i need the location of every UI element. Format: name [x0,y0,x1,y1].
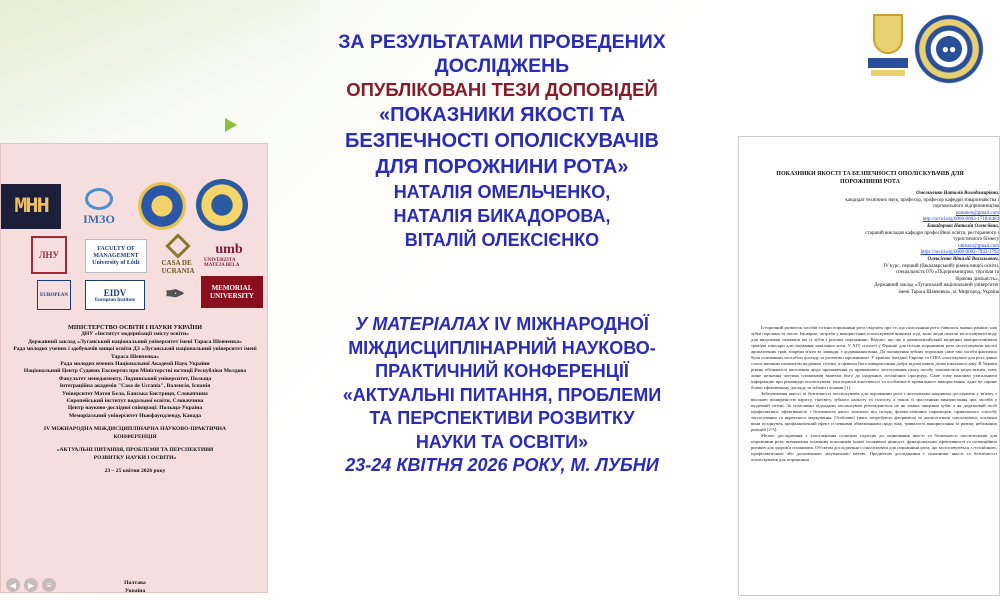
org-line: Рада молодих вчених Національної Академії Наук України [60,361,210,368]
doc-paragraph: Історичний розвиток засобів гігієни порожнини рота свідчить про те, що полоскання рота з'явилося значно раніше, ніж зубні порошки та пасти. Імовірно, потреба у використанні ополіскувачів виникла тоді, коли люди почали застосовувати воду для видалення залишків їжі із зубів і ротової порожнини. Відомо, що ще в давньокитайській медицині використовували трав'яні еліксири для лікування запальних ясен. У XIV столітті у Франції для гігієни порожнини рота застосовували настої ароматичних трав, зокрема м'яти та лаванди, з додаванням вина. До поширення зубних порошків саме такі засоби фактично були основними способом догляду за ротовою порожниною. У країнах Західної Європи та США ополіскувачі для рота давно стали звичним елементом щоденної гігієни, а правила його використання добре відомі навіть дітям шкільного віку. В Україні рівень обізнаності населення щодо призначення та правильного застосування цього засобу залишається недостатнім, тому лише незначна частина споживачів включає його до щоденних гігієнічних процедур. Саме тому важливо узагальнити інформацію про різновиди ополіскувача, їхні корисні властивості та особливості правильного використання, адже це сприяє більш ефективному догляду за зубами і яснами [1]. [751,325,997,390]
doc-author-name: Олексієнко Віталій Васильович, [927,256,999,262]
org-line: Інтеграційна академія "Casa de Ucrania", Валенсія, Іспанія [59,383,211,390]
shield-icon [873,14,903,54]
doc-author-name: Омельченко Наталія Володимирівна, [916,191,999,196]
conference-line1-prefix: У МАТЕРІАЛАХ [355,314,490,334]
erasmus-logo: EUROPEAN [37,280,71,310]
heading-line1: ЗА РЕЗУЛЬТАТАМИ ПРОВЕДЕНИХ [338,31,666,53]
doc-author-info: IV курс, перший (бакалаврський) рівень вищої освіти, [883,263,999,269]
org-line: Рада молодих учених і здобувачів вищої освіти ДЗ «Луганський національний університет імені [13,346,257,353]
memorial-logo-line2: UNIVERSITY [210,292,254,300]
org-line: Меморіальний університет Ньюфаундленду, Канада [68,412,202,419]
author-2: НАТАЛІЯ БИКАДОРОВА, [393,206,611,226]
doc-author-email[interactable]: natomen@gmail.com [955,210,999,216]
cover-organizers [7,324,263,475]
eidv-logo-text: EIDV [103,287,127,298]
doc-author-info: старший викладач кафедри професійної освіти, ресторанного і [865,230,999,236]
doc-author-info: імені Тараса Шевченка», м. Миргород, Україна [898,289,999,295]
topic-line1: «ПОКАЗНИКИ ЯКОСТІ ТА [378,104,625,126]
next-slide-icon[interactable]: ▶ [24,578,38,592]
umb-logo-text: umb [215,242,243,257]
conference-line1 [276,313,728,337]
conference-line5: ТА ПЕРСПЕКТИВИ РОЗВИТКУ [369,408,635,428]
memorial-logo-line1: MEMORIAL [211,284,253,292]
doc-author-orcid[interactable]: http://orcid.org/0000-0003-1718-8484 [922,217,999,223]
doc-author-orcid[interactable]: https://orcid.org/0000-0002-7942-1792 [920,250,999,256]
org-line: Університет Матея Бела, Банська Бистриця, Словаччина [62,390,208,397]
heading-line3: ОПУБЛІКОВАНІ ТЕЗИ ДОПОВІДЕЙ [346,79,658,100]
doc-paragraph: Метою дослідження є узагальнення сучасних підходів до оцінювання якості та безпечності ополіскувачів для порожнини рота, визначення основних показників їхньої споживчої цінності, функціональної ефективності та потенційних ризиків для здоров'я споживача. Об'єктом дослідження є ополіскувачі для порожнини рота, що застосовуються з гігієнічною, профілактичною або допоміжною лікувальною метою. Предметом дослідження є показники якості та безпечності ополіскувачів для порожнини [751,433,997,462]
cover-conference-name2: РОЗВИТКУ НАУКИ І ОСВІТИ» [93,454,177,461]
eidv-logo-sub: European Institute [94,297,136,303]
casa-de-ucrania-logo [163,237,193,275]
mnh-logo: МНН [1,184,61,229]
council-seal-logo [196,179,248,231]
diamond-icon [165,233,190,258]
doc-author-info: торговельного підприємництва [932,204,999,210]
doc-author-info: Державний заклад «Луганський національний університет [874,283,999,289]
coat-of-arms-icon [868,14,908,78]
casa-logo-text: CASA DE UCRANIA [161,259,195,275]
feather-icon: ✒ [164,281,186,308]
umb-logo [204,236,254,274]
ministry-title: МІНІСТЕРСТВО ОСВІТИ І НАУКИ УКРАЇНИ [67,324,203,331]
slide-heading [276,30,728,252]
org-line: Європейський інститут водальної освіти, Словаччина [66,398,204,405]
owl-seal-logo [912,12,986,86]
globe-icon [85,188,113,210]
author-1: НАТАЛІЯ ОМЕЛЬЧЕНКО, [393,182,611,202]
conference-line6: НАУКИ ТА ОСВІТИ» [415,431,589,452]
cover-city: Полтава [124,580,146,586]
doc-author-info: спеціальність 076 «Підприємництво, торгівля та [895,270,999,276]
doc-author-info: туристичного бізнесу [953,237,999,243]
conference-info [276,313,728,478]
cover-conference-name1: «АКТУАЛЬНІ ПИТАННЯ, ПРОБЛЕМИ ТА ПЕРСПЕКТИВИ [56,447,214,454]
ribbon-icon [868,58,908,68]
eidv-logo [85,280,145,310]
doc-paragraph: Забезпечення якості та безпечності ополіскувачів для порожнини рота є актуальним напрямом досліджень у зв'язку з високою поширеністю карієсу, гінгівіту, зубного нальоту та галітозу, а також зі зростанням використання цих засобів у щоденній гігієні. За сучасними підходами ополіскувачі розглядаються не як заміна чищення зубів, а як додатковий засіб профілактики, ефективність і безпечність якого залежать від складу, фізико-хімічних параметрів, правильного способу застосування та коректного маркування. Особливої уваги потребують фторвмісні та антисептичні ополіскувачі, оскільки вони поєднують профілактичний ефект із певними обмеженнями щодо віку, тривалості використання та ризику небажаних реакцій [2-5]. [751,391,997,432]
org-line: Національний Центр Судових Експертиз при Міністерстві юстиції Республіки Молдова [23,368,247,375]
author-3: ВІТАЛІЙ ОЛЕКСІЄНКО [404,230,600,250]
faculty-management-logo [85,239,147,273]
umb-logo-sub: UNIVERZITA MATEJA BELA [204,258,240,268]
university-seal-logo [138,182,186,230]
conference-line4: «АКТУАЛЬНІ ПИТАННЯ, ПРОБЛЕМИ [342,384,662,405]
doc-authors [779,191,999,297]
conference-date: 23-24 КВІТНЯ 2026 РОКУ, М. ЛУБНИ [345,455,659,475]
conference-line1-rest: IV МІЖНАРОДНОЇ [489,314,649,334]
faculty-logo-line2: MANAGEMENT [93,252,139,259]
ribbon-icon [871,70,905,76]
imzo-logo-text: IMЗO [83,211,115,226]
building-logo: ЛНУ [31,236,67,274]
topic-line2: БЕЗПЕЧНОСТІ ОПОЛІСКУВАЧІВ [345,130,659,152]
doc-title-line2: ПОРОЖНИНИ РОТА [840,178,900,185]
topic-line3: ДЛЯ ПОРОЖНИНИ РОТА» [375,156,629,178]
org-line: Державний заклад «Луганський національний університет імені Тараса Шевченка» [28,338,242,345]
cover-dates: 23 – 25 квітня 2026 року [104,467,166,474]
menu-icon[interactable]: ≡ [42,578,56,592]
doc-author-info: біржова діяльність», [955,276,999,282]
doc-author-email[interactable]: nbttstar@gmail.com [958,243,999,249]
org-line: Центр науково-дослідної співпраці: Польща-Україна [67,405,203,412]
doc-author-name: Бикадорова Наталія Олексіївна, [927,223,999,229]
imzo-logo [75,182,123,232]
cover-country: Україна [124,588,146,593]
owl-icon: ●● [936,36,962,62]
memorial-university-logo [201,276,263,308]
faculty-logo-line1: FACULTY OF [97,245,135,252]
org-line: Факультет менеджменту, Лодзинський університет, Польща [58,375,212,382]
slideshow-controls[interactable] [6,578,56,592]
doc-title-line1: ПОКАЗНИКИ ЯКОСТІ ТА БЕЗПЕЧНОСТІ ОПОЛІСКУВАЧІВ ДЛЯ [776,171,964,177]
background-decoration [0,0,320,140]
doc-title [745,171,995,186]
thesis-document-page [738,136,1000,596]
doc-body [751,325,997,463]
doc-author-info: кандидат технічних наук, професор, професор кафедри товарознавства і [845,197,999,203]
conference-line2: МІЖДИСЦИПЛІНАРНИЙ НАУКОВО- [348,337,656,358]
org-line: ДНУ «Інститут модернізації змісту освіти» [81,331,189,338]
prev-slide-icon[interactable]: ◀ [6,578,20,592]
conference-cover-page [0,143,268,593]
faculty-logo-line3: University of Łódź [92,259,140,266]
heading-line2: ДОСЛІДЖЕНЬ [434,55,570,77]
cover-conference-title2: КОНФЕРЕНЦІЯ [113,433,157,440]
arrow-bullet-icon [225,118,237,132]
cover-conference-title: IV МІЖНАРОДНА МІЖДИСЦИПЛІНАРНА НАУКОВО-ПРАКТИЧНА [43,426,227,433]
conference-line3: ПРАКТИЧНИЙ КОНФЕРЕНЦІЇ [375,361,629,381]
org-line: Тараса Шевченка» [110,353,160,360]
